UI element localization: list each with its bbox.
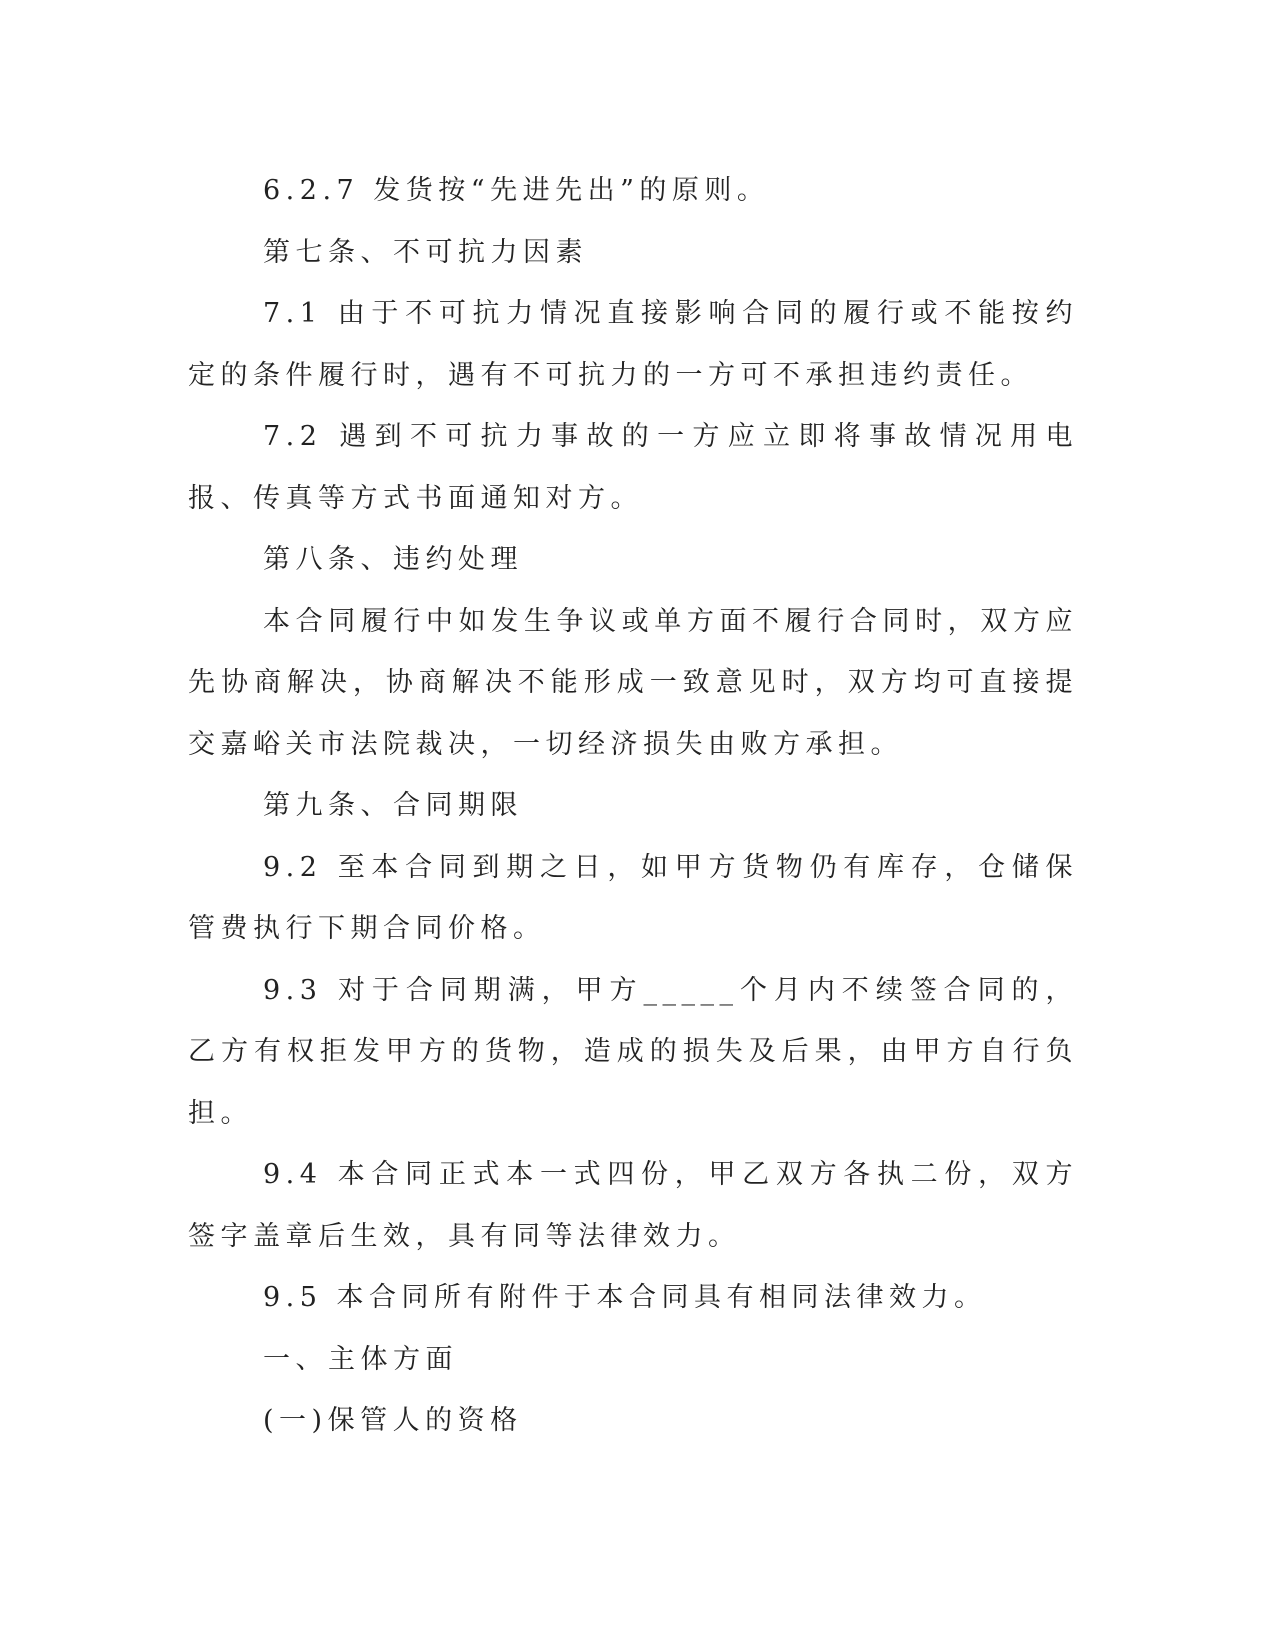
document-body	[188, 160, 1078, 1452]
paragraph-7-1: 7.1 由于不可抗力情况直接影响合同的履行或不能按约定的条件履行时，遇有不可抗力的一方可不承担违约责任。	[188, 298, 1078, 391]
heading-custodian-qualification: (一)保管人的资格	[263, 1405, 523, 1436]
paragraph-9-2: 9.2 至本合同到期之日，如甲方货物仍有库存，仓储保管费执行下期合同价格。	[188, 851, 1078, 944]
paragraph-9-3: 9.3 对于合同期满，甲方_____个月内不续签合同的，乙方有权拒发甲方的货物，造成的损失及后果，由甲方自行负担。	[188, 974, 1078, 1129]
paragraph-9-5: 9.5 本合同所有附件于本合同具有相同法律效力。	[263, 1282, 987, 1313]
paragraph-9-4: 9.4 本合同正式本一式四份，甲乙双方各执二份，双方签字盖章后生效，具有同等法律效力。	[188, 1159, 1078, 1252]
heading-article-9: 第九条、合同期限	[263, 790, 523, 821]
heading-subject-aspect: 一、主体方面	[263, 1343, 458, 1375]
paragraph-6-2-7: 6.2.7 发货按“先进先出”的原则。	[263, 175, 770, 206]
paragraph-7-2: 7.2 遇到不可抗力事故的一方应立即将事故情况用电报、传真等方式书面通知对方。	[188, 421, 1078, 514]
heading-article-7: 第七条、不可抗力因素	[263, 236, 588, 268]
heading-article-8: 第八条、违约处理	[263, 544, 523, 575]
paragraph-breach-handling: 本合同履行中如发生争议或单方面不履行合同时，双方应先协商解决，协商解决不能形成一致意见时，双方均可直接提交嘉峪关市法院裁决，一切经济损失由败方承担。	[188, 605, 1078, 760]
